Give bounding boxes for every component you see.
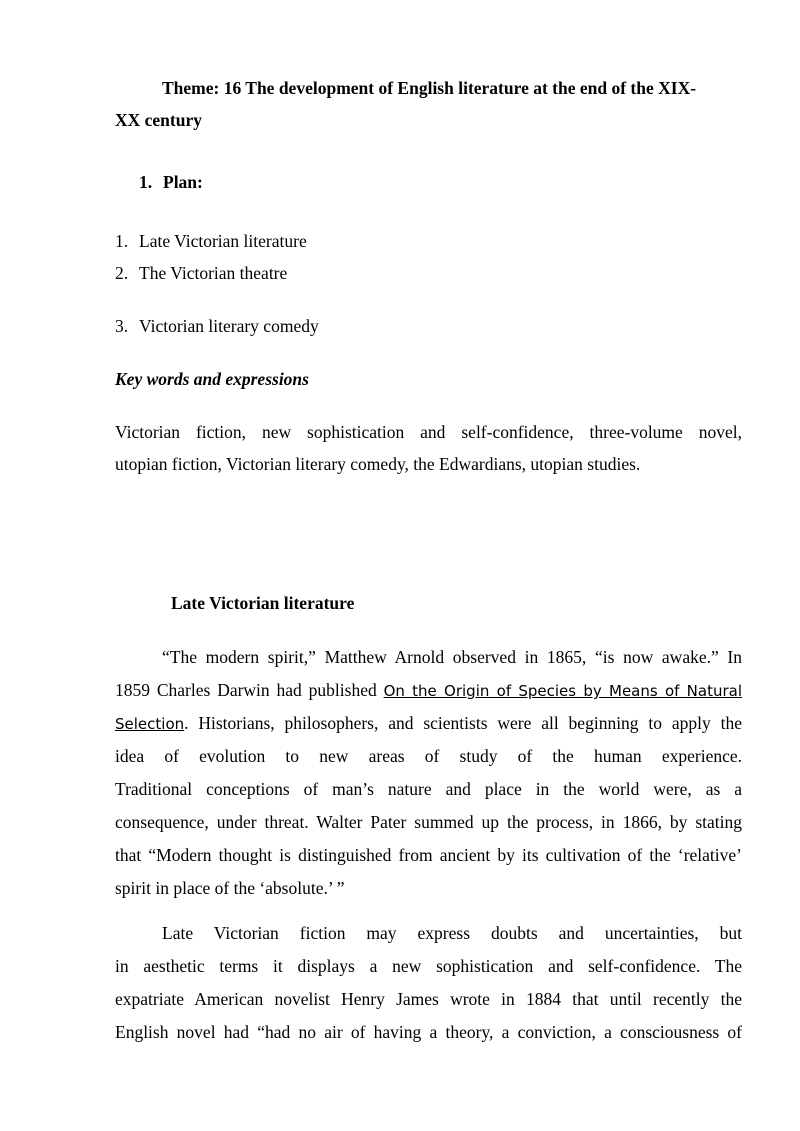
plan-item bbox=[115, 262, 287, 284]
keywords-text-line: Victorian fiction, new sophistication and self-confidence, three-volume novel, bbox=[115, 422, 742, 442]
paragraph-line: expatriate American novelist Henry James wrote in 1884 that until recently the bbox=[115, 989, 742, 1009]
plan-item-number: 3. bbox=[115, 316, 129, 336]
paragraph-line: that “Modern thought is distinguished from ancient by its cultivation of the ‘relative’ bbox=[115, 845, 742, 865]
plan-item-number: 2. bbox=[115, 263, 129, 283]
paragraph-line: in aesthetic terms it displays a new sophistication and self-confidence. The bbox=[115, 956, 742, 976]
plan-item-label: Late Victorian literature bbox=[139, 231, 307, 251]
paragraph-line: Late Victorian fiction may express doubts and uncertainties, but bbox=[162, 923, 742, 943]
plan-item-label: Victorian literary comedy bbox=[139, 316, 319, 336]
plan-item bbox=[115, 315, 319, 337]
paragraph-line: “The modern spirit,” Matthew Arnold observed in 1865, “is now awake.” In bbox=[162, 647, 742, 667]
plan-item bbox=[115, 230, 307, 252]
theme-title-line2: XX century bbox=[115, 110, 202, 130]
paragraph-line: Traditional conceptions of man’s nature and place in the world were, as a bbox=[115, 779, 742, 799]
section-heading: Late Victorian literature bbox=[171, 593, 355, 613]
plan-heading-number: 1. bbox=[139, 172, 153, 192]
paragraph-line bbox=[115, 712, 742, 735]
paragraph-text: . Historians, philosophers, and scientists were all beginning to apply the bbox=[184, 713, 742, 733]
plan-heading bbox=[139, 171, 203, 193]
plan-item-number: 1. bbox=[115, 231, 129, 251]
paragraph-line: spirit in place of the ‘absolute.’ ” bbox=[115, 878, 345, 898]
plan-heading-label: Plan: bbox=[163, 172, 203, 192]
paragraph-line: English novel had “had no air of having a theory, a conviction, a consciousness of bbox=[115, 1022, 742, 1042]
theme-title-line1: Theme: 16 The development of English literature at the end of the XIX- bbox=[162, 78, 697, 98]
paragraph-line: idea of evolution to new areas of study of the human experience. bbox=[115, 746, 742, 766]
book-title-link[interactable]: On the Origin of Species by Means of Natural bbox=[383, 682, 742, 700]
book-title-link[interactable]: Selection bbox=[115, 715, 185, 733]
keywords-text-line: utopian fiction, Victorian literary comedy, the Edwardians, utopian studies. bbox=[115, 454, 641, 474]
paragraph-line: consequence, under threat. Walter Pater summed up the process, in 1866, by stating bbox=[115, 812, 742, 832]
plan-item-label: The Victorian theatre bbox=[139, 263, 288, 283]
keywords-heading: Key words and expressions bbox=[115, 369, 309, 389]
paragraph-text: 1859 Charles Darwin had published bbox=[115, 680, 384, 700]
paragraph-line bbox=[115, 679, 742, 702]
